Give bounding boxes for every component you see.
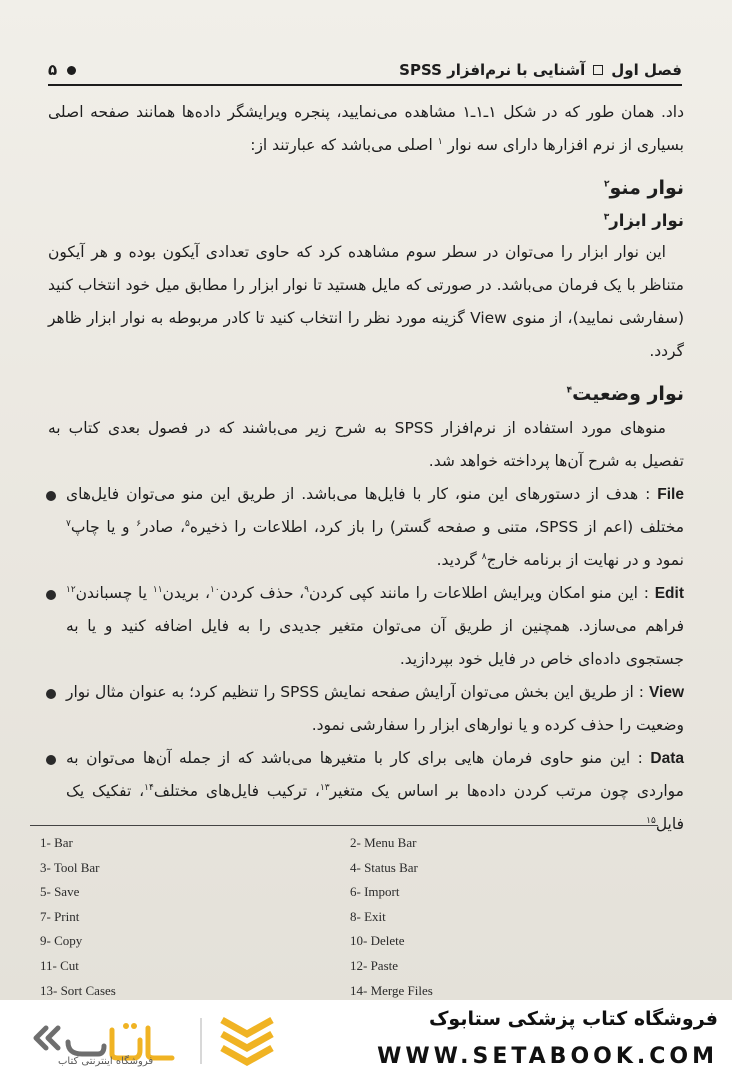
chevrons-down-icon [218,1014,276,1066]
footnote: 11- Cut [40,957,79,973]
page-number-block [48,61,76,79]
chapter-title: آشنایی با نرم‌افزار SPSS [399,61,586,79]
intro-paragraph: داد. همان طور که در شکل ۱ـ۱ـ۱ مشاهده می‌نمایید، پنجره ویرایشگر داده‌ها همانند صفحه اصلی بسیاری از نرم افزارها دارای سه نوار $^۱$ اصلی می‌باشد که عبارتند از: [48,103,684,154]
bullet-dot-icon [67,66,76,75]
chapter-label: فصل اول [611,61,682,79]
logo-text: ستابوک [32,1014,36,1015]
footnote: 2- Menu Bar [350,835,417,850]
list-item-view: View : از طریق این بخش می‌توان آرایش صفحه نمایش SPSS را تنظیم کرد؛ به عنوان مثال نوار وضعیت را حذف کرده و یا نوارهای ابزار را سفارشی نمود. [48,676,684,742]
bullet-icon [46,491,56,501]
footnote: 9- Copy [40,933,83,949]
list-item-file: File : هدف از دستورهای این منو، کار با فایل‌ها می‌باشد. از طریق این منو می‌توان فایل‌های مختلف (اعم از SPSS، متنی و صفحه گستر) را باز کرد، اطلاعات را ذخیره$^۵$، صادر$^۶$ و یا چاپ$^۷$ نمود و در نهایت از برنامه خارج$^۸$ گردید. [48,478,684,577]
term-edit: Edit [654,585,684,602]
status-bar-paragraph: منوهای مورد استفاده از نرم‌افزار SPSS به شرح زیر می‌باشند که در فصول بعدی کتاب به تفصیل به شرح آن‌ها پرداخته خواهد شد. [48,419,684,470]
page-number: ۵ [48,61,58,79]
term-data: Data [650,750,684,767]
chapter-heading [399,61,682,79]
footnote: 5- Save [40,884,80,900]
list-item-edit: Edit : این منو امکان ویرایش اطلاعات را مانند کپی کردن$^۹$، حذف کردن$^{۱۰}$، بریدن$^{۱۱}$ یا چسباندن$^{۱۲}$ فراهم می‌سازد. همچنین از طریق آن می‌توان متغیر جدیدی را به فایل اضافه کنید و یا به جستجوی داده‌ای خاص در فایل خود بپردازید. [48,577,684,676]
term-file: File [657,486,684,503]
footnote: 10- Delete [350,933,405,949]
footnote: 7- Print [40,908,80,924]
tool-bar-heading: نوار ابزار$^۳$ [603,211,684,230]
footnote: 14- Merge Files [350,982,433,998]
running-head [48,56,682,86]
menu-list [48,478,684,841]
bullet-icon [46,755,56,765]
footnote: 1- Bar [40,835,73,850]
footnote: 12- Paste [350,957,399,973]
banner-divider [200,1018,202,1064]
footnote: 13- Sort Cases [40,982,116,998]
bullet-icon [46,590,56,600]
store-url-link[interactable]: WWW.SETABOOK.COM [377,1044,718,1069]
menu-bar-heading: نوار منو$^۲$ [603,177,684,199]
square-icon [593,65,603,75]
term-view: View [648,684,684,701]
tool-bar-paragraph: این نوار ابزار را می‌توان در سطر سوم مشاهده کرد که حاوی تعدادی آیکون بوده و هر آیکون متناظر با یک فرمان می‌باشد. در صورتی که مایل هستید تا نوار ابزار را مطابق میل خود انتخاب کنید (سفارشی نمایید)، از منوی View گزینه مورد نظر را انتخاب کنید تا کادر مربوطه به نوار ابزار ظاهر گردد. [48,243,684,360]
bullet-icon [46,689,56,699]
footnote: 4- Status Bar [350,859,418,875]
logo-subtitle: فروشگاه اینترنتی کتاب [58,1056,154,1067]
footnote-rule [30,825,658,826]
footnote: 6- Import [350,884,400,900]
list-item-data: Data : این منو حاوی فرمان هایی برای کار با متغیرها می‌باشد که از جمله آن‌ها می‌توان به مواردی چون مرتب کردن داده‌ها بر اساس یک متغیر$^{۱۳}$، ترکیب فایل‌های مختلف$^{۱۴}$، تفکیک یک فایل$^{۱۵}$ [48,742,684,841]
store-name: فروشگاه کتاب پزشکی ستابوک [428,1008,718,1030]
footnote: 8- Exit [350,908,386,924]
store-banner [0,1000,732,1080]
status-bar-heading: نوار وضعیت$^۴$ [566,383,684,405]
footnotes [40,834,660,1000]
page-body [48,96,684,841]
footnote: 3- Tool Bar [40,859,100,875]
